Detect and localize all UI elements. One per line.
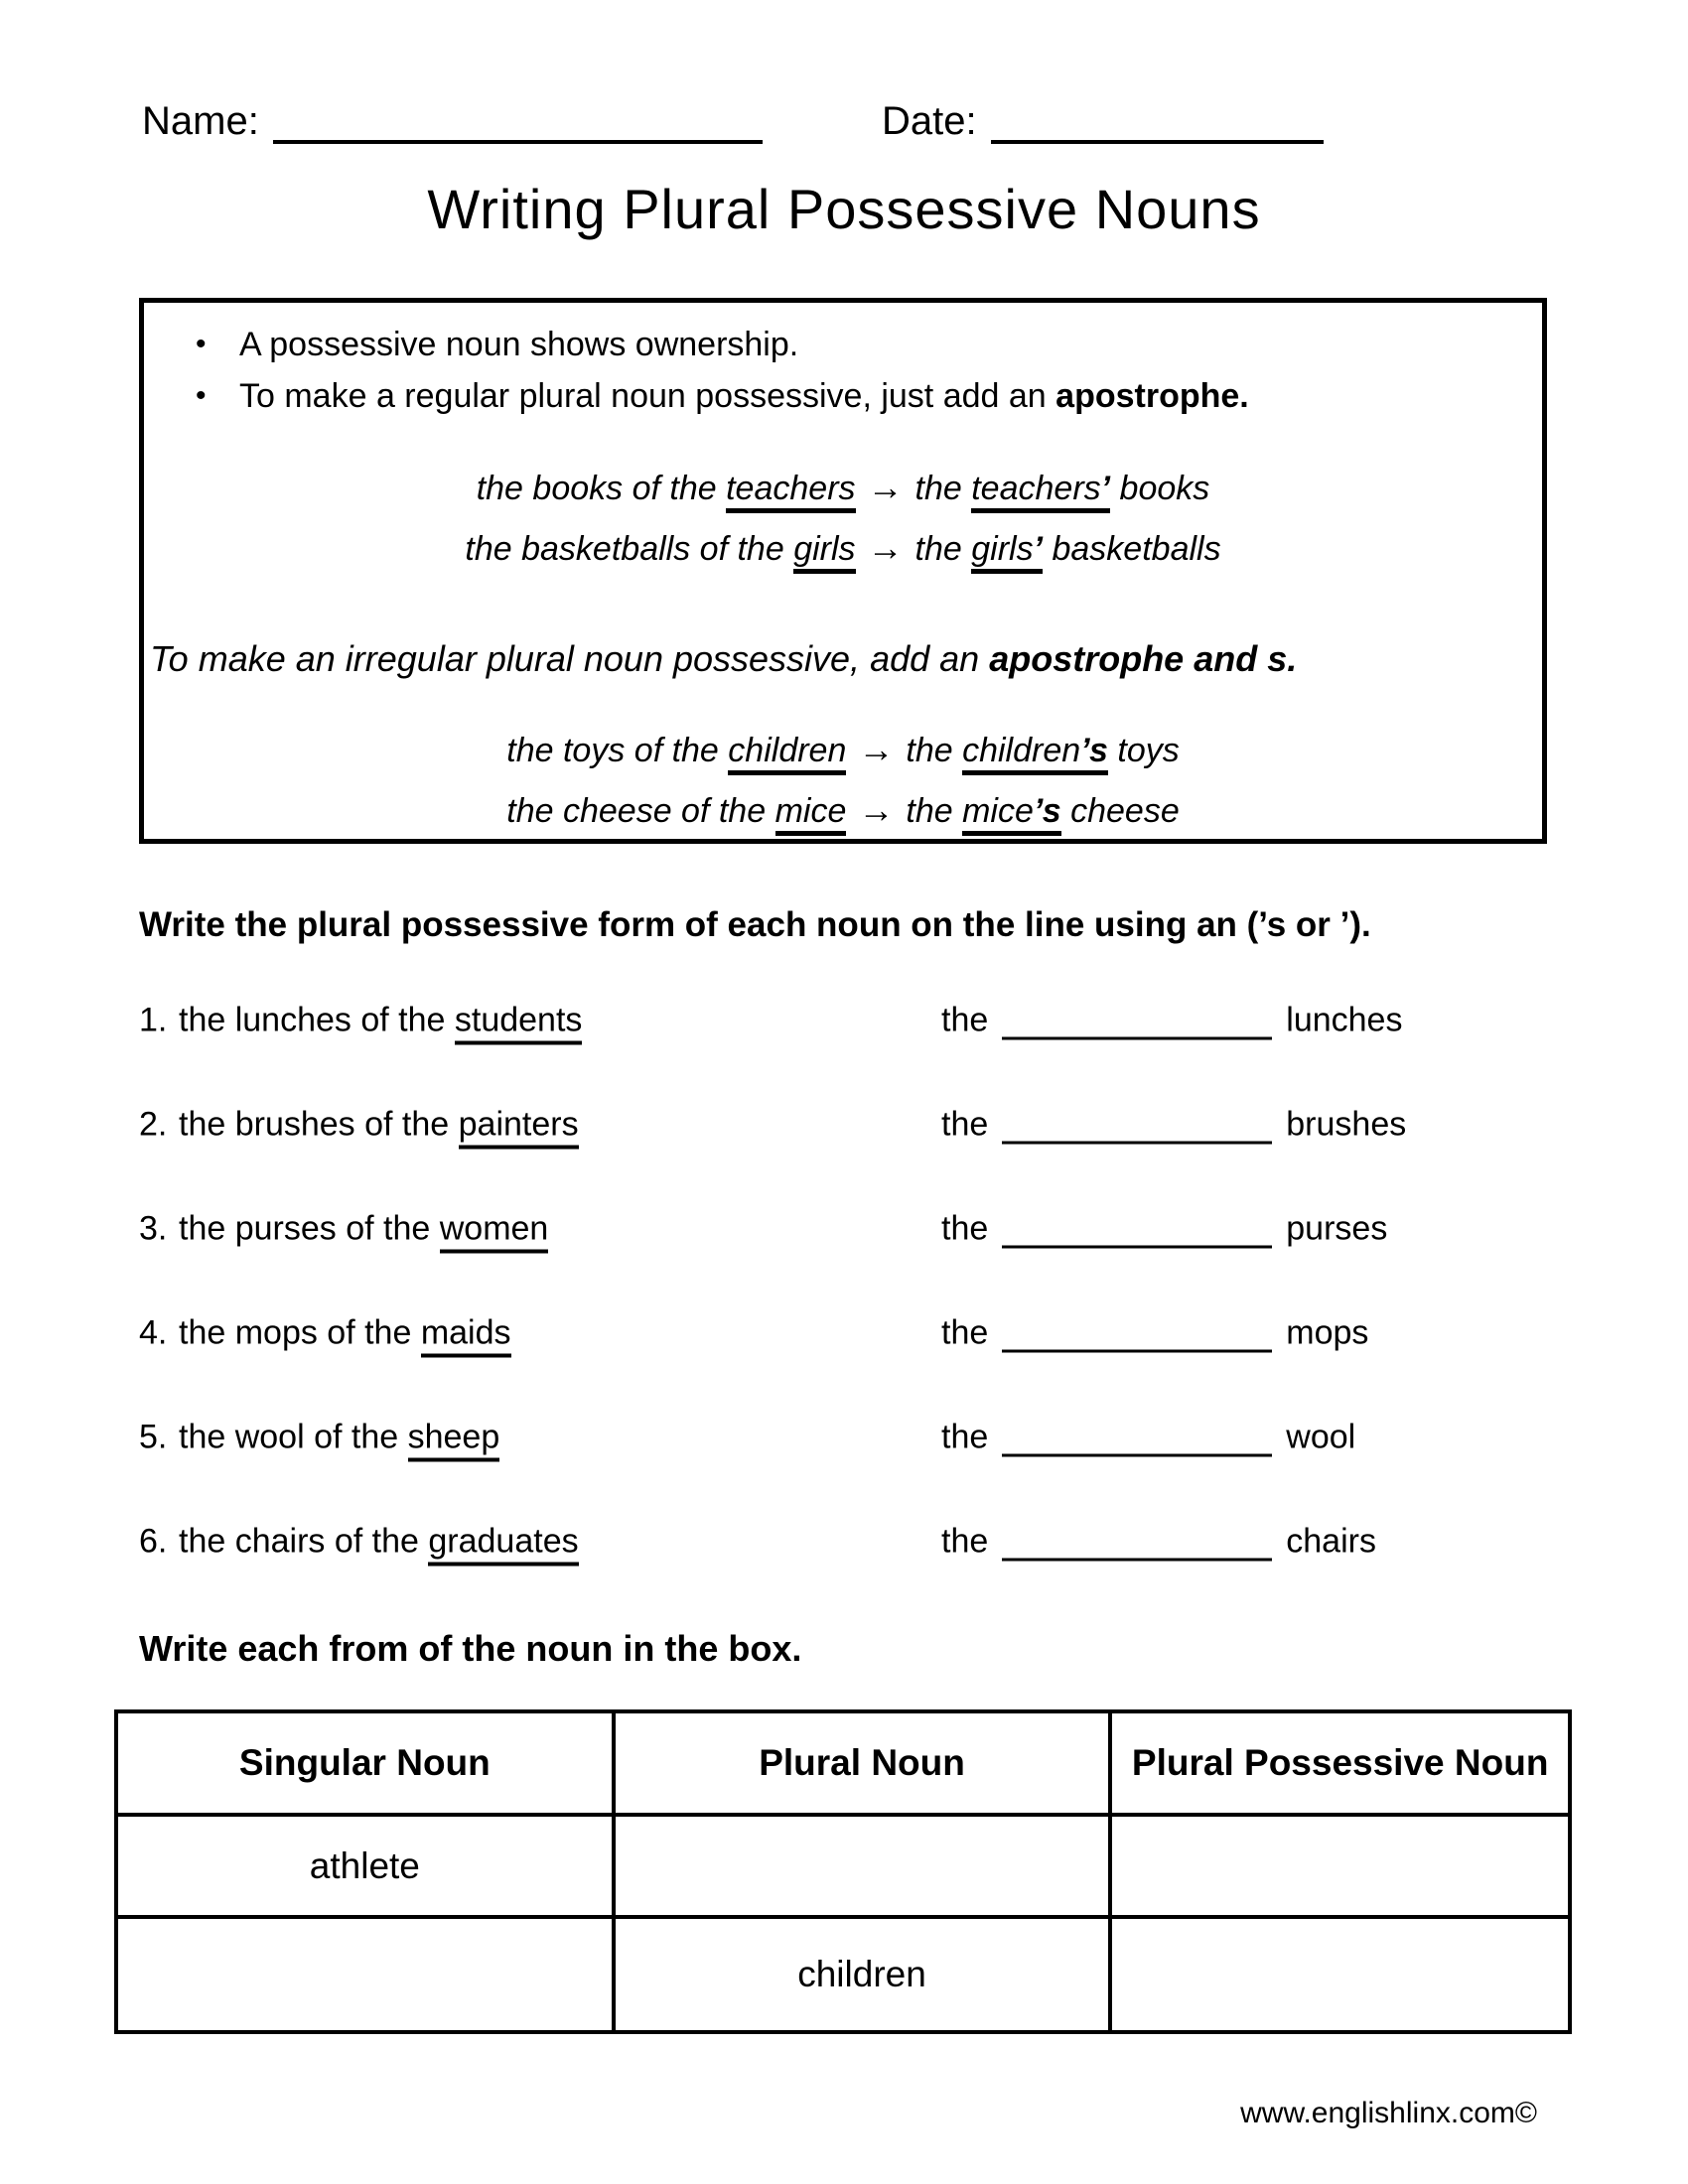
website-credit: www.englishlinx.com© [1240, 2097, 1537, 2129]
arrow-icon: → [867, 467, 904, 507]
example-line-teachers: the books of the teachers → the teachers’ books [144, 458, 1542, 518]
rule-bullet-2 [144, 370, 1542, 422]
name-label: Name: [142, 99, 259, 143]
item-number: 3. [139, 1209, 168, 1247]
rules-list [144, 319, 1542, 422]
table-header-plural: Plural Noun [614, 1711, 1111, 1815]
rules-box [139, 298, 1547, 844]
arrow-icon: → [858, 729, 895, 769]
cell-plural-blank[interactable] [614, 1815, 1111, 1917]
noun-table [114, 1709, 1572, 2034]
item-row-3 [139, 1176, 1599, 1281]
answer-blank[interactable] [1002, 1105, 1272, 1144]
item-row-4 [139, 1281, 1599, 1385]
name-write-line[interactable] [273, 102, 763, 144]
name-field [142, 99, 763, 144]
item-answer-area: the brushes [941, 1105, 1407, 1143]
item-prompt: 1. the lunches of the students [139, 1001, 582, 1039]
answer-blank[interactable] [1002, 1313, 1272, 1352]
item-number: 2. [139, 1105, 168, 1143]
item-prompt: 5. the wool of the sheep [139, 1418, 499, 1456]
example-line-mice: the cheese of the mice → the mice’s cheese [144, 780, 1542, 841]
table-row [116, 1815, 1570, 1917]
item-row-6 [139, 1489, 1599, 1593]
bullet-icon: • [196, 379, 207, 412]
irregular-rule-text: To make an irregular plural noun possessive, add an apostrophe and s. [150, 638, 1298, 679]
rule-bullet-1 [144, 319, 1542, 370]
regular-examples [144, 458, 1542, 579]
date-label: Date: [882, 99, 977, 143]
example-line-children: the toys of the children → the children’s toys [144, 720, 1542, 780]
arrow-icon: → [858, 789, 895, 830]
rule-text-1: A possessive noun shows ownership. [239, 326, 799, 363]
item-number: 6. [139, 1522, 168, 1560]
fill-in-instruction: Write the plural possessive form of each noun on the line using an (’s or ’). [139, 905, 1371, 944]
item-number: 4. [139, 1313, 168, 1351]
item-answer-area: the mops [941, 1313, 1369, 1351]
cell-singular-athlete: athlete [116, 1815, 614, 1917]
cell-singular-blank[interactable] [116, 1917, 614, 2032]
irregular-examples [144, 720, 1542, 841]
answer-blank[interactable] [1002, 1522, 1272, 1561]
cell-plural-children: children [614, 1917, 1111, 2032]
bullet-icon: • [196, 328, 207, 360]
cell-plural-possessive-blank[interactable] [1110, 1815, 1570, 1917]
item-row-2 [139, 1072, 1599, 1176]
table-instruction: Write each from of the noun in the box. [139, 1628, 802, 1669]
cell-plural-possessive-blank[interactable] [1110, 1917, 1570, 2032]
item-prompt: 2. the brushes of the painters [139, 1105, 579, 1144]
table-row [116, 1917, 1570, 2032]
item-answer-area: the purses [941, 1209, 1388, 1247]
rule-text-2: To make a regular plural noun possessive, just add an apostrophe. [239, 377, 1249, 415]
item-prompt: 6. the chairs of the graduates [139, 1522, 579, 1561]
table-header-singular: Singular Noun [116, 1711, 614, 1815]
table-header-plural-possessive: Plural Possessive Noun [1110, 1711, 1570, 1815]
worksheet-title: Writing Plural Possessive Nouns [427, 178, 1261, 240]
fill-in-items [139, 968, 1599, 1593]
item-answer-area: the chairs [941, 1522, 1376, 1560]
answer-blank[interactable] [1002, 1418, 1272, 1456]
answer-blank[interactable] [1002, 1209, 1272, 1248]
table-header-row [116, 1711, 1570, 1815]
item-row-1 [139, 968, 1599, 1072]
item-answer-area: the lunches [941, 1001, 1403, 1038]
item-number: 5. [139, 1418, 168, 1455]
item-answer-area: the wool [941, 1418, 1356, 1455]
answer-blank[interactable] [1002, 1001, 1272, 1039]
arrow-icon: → [867, 527, 904, 568]
example-line-girls: the basketballs of the girls → the girls’ basketballs [144, 518, 1542, 579]
item-prompt: 4. the mops of the maids [139, 1313, 511, 1352]
date-write-line[interactable] [991, 102, 1324, 144]
item-number: 1. [139, 1001, 168, 1038]
item-prompt: 3. the purses of the women [139, 1209, 548, 1248]
date-field [882, 99, 1324, 144]
item-row-5 [139, 1385, 1599, 1489]
